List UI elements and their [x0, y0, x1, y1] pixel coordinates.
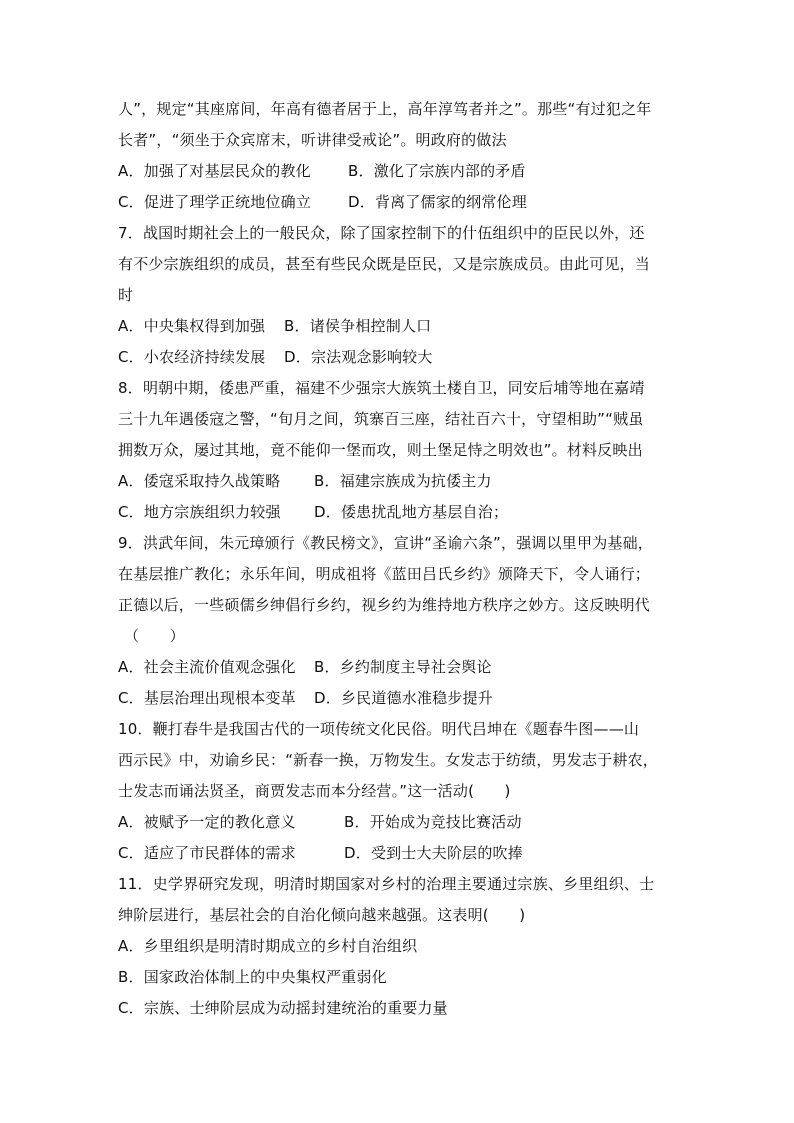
q8-options-row — [118, 497, 690, 528]
q8-option-a: A．倭寇采取持久战策略 — [118, 472, 281, 490]
q10-option-a: A．被赋予一定的教化意义 — [118, 813, 296, 831]
q8-stem-line: 8．明朝中期，倭患严重，福建不少强宗大族筑土楼自卫，同安后埔等地在嘉靖 — [118, 379, 645, 397]
q9-stem-line: 正德以后，一些硕儒乡绅倡行乡约，视乡约为维持地方秩序之妙方。这反映明代 — [118, 596, 651, 614]
q10-stem-line: 西示民》中，劝谕乡民：“新春一换，万物发生。女发志于纺绩，男发志于耕农， — [118, 751, 658, 769]
q9-option-a: A．社会主流价值观念强化 — [118, 658, 296, 676]
q9-options-row — [118, 652, 690, 683]
q6-option-c: C．促进了理学正统地位确立 — [118, 193, 312, 211]
q7-option-b: B．诸侯争相控制人口 — [284, 317, 432, 335]
q7-options-row — [118, 311, 690, 342]
q10-options-row — [118, 838, 690, 869]
q7-stem-line: 有不少宗族组织的成员，甚至有些民众既是臣民，又是宗族成员。由此可见，当 — [118, 255, 651, 273]
q6-stem-line: 长者”，“须坐于众宾席末，听讲律受戒论”。明政府的做法 — [118, 131, 507, 149]
q7-stem-line: 时 — [118, 286, 134, 304]
q7-option-c: C．小农经济持续发展 — [118, 348, 266, 366]
q9-option-b: B．乡约制度主导社会舆论 — [314, 658, 492, 676]
q6-options-row — [118, 156, 690, 187]
q9-option-d: D．乡民道德水准稳步提升 — [314, 689, 493, 707]
q9-options-row — [118, 683, 690, 714]
q7-option-a: A．中央集权得到加强 — [118, 317, 266, 335]
q11-option-b: B．国家政治体制上的中央集权严重弱化 — [118, 968, 387, 986]
q7-stem-line: 7．战国时期社会上的一般民众，除了国家控制下的什伍组织中的臣民以外，还 — [118, 224, 645, 242]
q9-answer-blank: （ ） — [124, 627, 185, 645]
q11-option-a: A．乡里组织是明清时期成立的乡村自治组织 — [118, 937, 418, 955]
page-content — [118, 94, 690, 1024]
q8-stem-line: 三十九年遇倭寇之警，“旬月之间，筑寨百三座，结社百六十，守望相助”“贼虽 — [118, 410, 644, 428]
q11-option-c: C．宗族、士绅阶层成为动摇封建统治的重要力量 — [118, 999, 448, 1017]
q10-options-row — [118, 807, 690, 838]
q8-option-d: D．倭患扰乱地方基层自治； — [314, 503, 509, 521]
q10-stem-line: 士发志而诵法贤圣，商贾发志而本分经营。”这一活动( ) — [118, 782, 511, 800]
q8-options-row — [118, 466, 690, 497]
q10-stem-line: 10．鞭打春牛是我国古代的一项传统文化民俗。明代吕坤在《题春牛图——山 — [118, 720, 640, 738]
q8-option-c: C．地方宗族组织力较强 — [118, 503, 281, 521]
q6-option-b: B．激化了宗族内部的矛盾 — [348, 162, 526, 180]
q7-options-row — [118, 342, 690, 373]
q10-option-c: C．适应了市民群体的需求 — [118, 844, 296, 862]
q7-option-d: D．宗法观念影响较大 — [284, 348, 433, 366]
q6-options-row — [118, 187, 690, 218]
q11-stem-line: 绅阶层进行，基层社会的自治化倾向越来越强。这表明( ) — [118, 906, 526, 924]
q9-stem-line: 在基层推广教化；永乐年间，明成祖将《蓝田吕氏乡约》颁降天下，令人诵行； — [118, 565, 651, 583]
q6-option-d: D．背离了儒家的纲常伦理 — [348, 193, 527, 211]
q11-stem-line: 11．史学界研究发现，明清时期国家对乡村的治理主要通过宗族、乡里组织、士 — [118, 875, 655, 893]
q9-stem-line: 9．洪武年间，朱元璋颁行《教民榜文》，宣讲“圣谕六条”，强调以里甲为基础， — [118, 534, 653, 552]
q10-option-d: D．受到士大夫阶层的吹捧 — [344, 844, 523, 862]
q6-stem-line: 人”，规定“其座席间，年高有德者居于上，高年淳笃者并之”。那些“有过犯之年 — [118, 100, 652, 118]
q8-option-b: B．福建宗族成为抗倭主力 — [314, 472, 492, 490]
q10-option-b: B．开始成为竞技比赛活动 — [344, 813, 522, 831]
q6-option-a: A．加强了对基层民众的教化 — [118, 162, 311, 180]
q9-option-c: C．基层治理出现根本变革 — [118, 689, 296, 707]
q8-stem-line: 拥数万众，屡过其地，竟不能仰一堡而攻，则土堡足恃之明效也”。材料反映出 — [118, 441, 643, 459]
